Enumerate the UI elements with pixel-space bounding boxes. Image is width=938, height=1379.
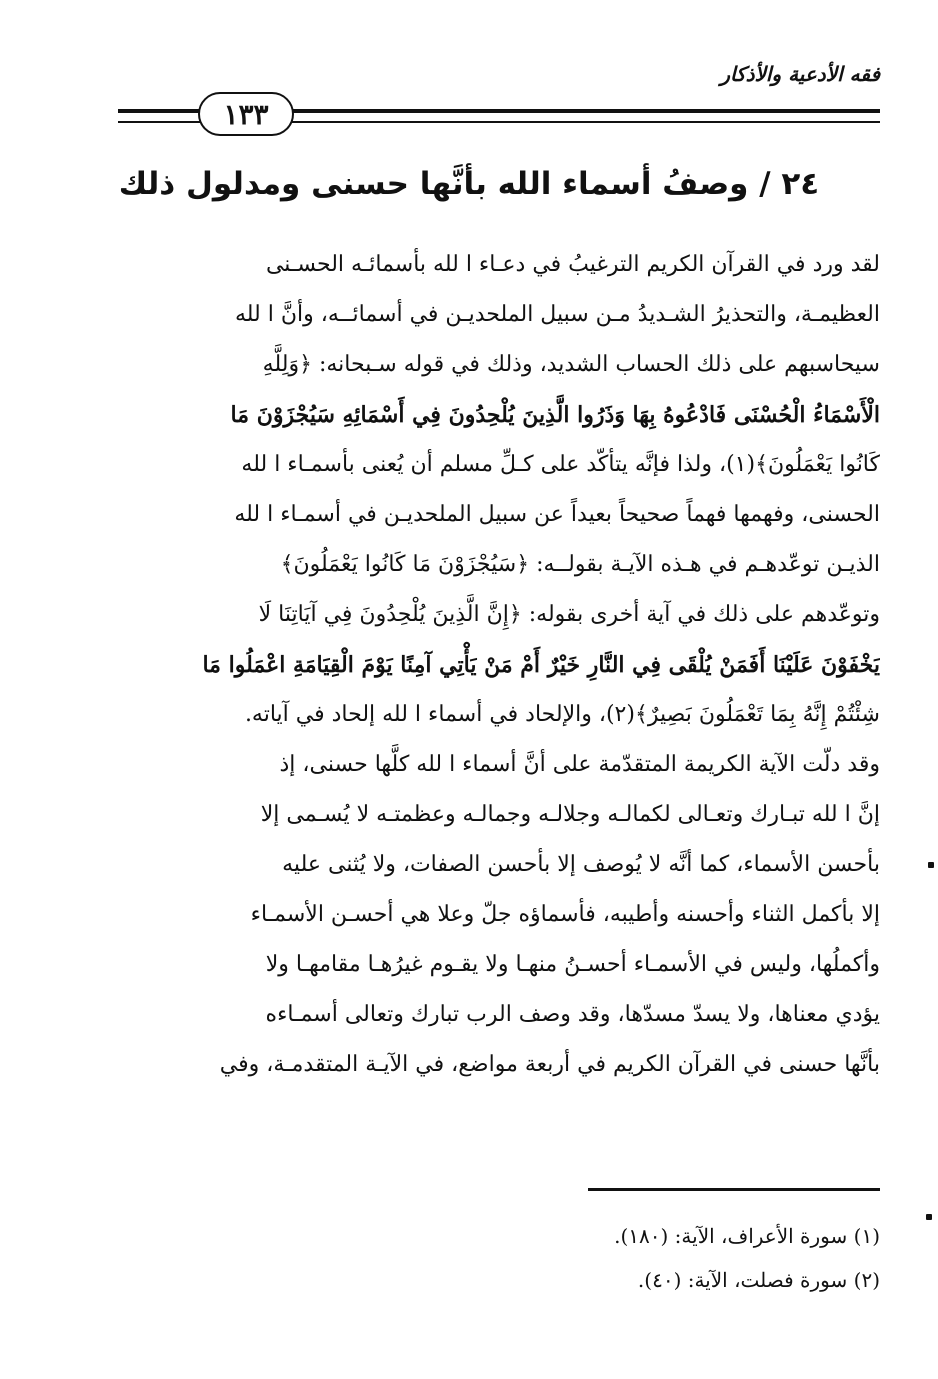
body-line: العظيمـة، والتحذيرُ الشـديدُ مـن سبيل الملحديـن في أسمائــه، وأنَّ ا لله [234,302,880,327]
body-line: وتوعّدهم على ذلك في آية أخرى بقوله: ﴿إِنَّ الَّذِينَ يُلْحِدُونَ فِي آيَاتِنَا لَا [258,602,880,627]
page-number: ١٣٣ [223,97,269,131]
footnote-2: (٢) سورة فصلت، الآية: (٤٠). [637,1268,880,1292]
quran-verse-line: الْأَسْمَاءُ الْحُسْنَى فَادْعُوهُ بِهَا وَذَرُوا الَّذِينَ يُلْحِدُونَ فِي أَسْمَائِهِ سَيُجْزَوْنَ مَا [230,402,880,428]
running-title: فقه الأدعية والأذكار [720,62,880,86]
body-line: لقد ورد في القرآن الكريم الترغيبُ في دعـاء ا لله بأسمائـه الحسـنى [265,252,880,277]
page-number-badge [198,92,294,136]
body-line: إنَّ ا لله تبـارك وتعـالى لكمالـه وجلالـه وجمالـه وعظمتـه لا يُسـمى إلا [260,802,880,827]
quran-verse-line: يَخْفَوْنَ عَلَيْنَا أَفَمَنْ يُلْقَى فِي النَّارِ خَيْرٌ أَمْ مَنْ يَأْتِي آمِنًا يَوْمَ الْقِيَامَةِ اعْمَلُوا مَا [202,652,880,678]
body-line: يؤدي معناها، ولا يسدّ مسدّها، وقد وصف الرب تبارك وتعالى أسمـاءه [265,1002,880,1027]
body-line: بأنَّها حسنى في القرآن الكريم في أربعة مواضع، في الآيـة المتقدمـة، وفي [219,1052,880,1077]
body-line: كَانُوا يَعْمَلُونَ﴾(١)، ولذا فإنَّه يتأكّد على كـلِّ مسلم أن يُعنى بأسمـاء ا لله [241,452,880,477]
footnote-separator [588,1188,880,1191]
footnotes [280,1214,880,1302]
body-line: سيحاسبهم على ذلك الحساب الشديد، وذلك في قوله سـبحانه: ﴿وَلِلَّهِ [262,352,880,377]
footnote-1: (١) سورة الأعراف، الآية: (١٨٠). [614,1224,880,1248]
body-line: شِئْتُمْ إِنَّهُ بِمَا تَعْمَلُونَ بَصِيرٌ﴾(٢)، والإلحاد في أسماء ا لله إلحاد في آياته. [244,702,880,727]
scan-speck [928,862,934,868]
body-line: الحسنى، وفهمها فهماً صحيحاً بعيداً عن سبيل الملحديـن في أسمـاء ا لله [234,502,880,527]
body-line: وقد دلّت الآية الكريمة المتقدّمة على أنَّ أسماء ا لله كلَّها حسنى، إذ [279,752,880,777]
body-line: إلا بأكمل الثناء وأحسنه وأطيبه، فأسماؤه جلّ وعلا هي أحسـن الأسمـاء [250,902,880,927]
body-line: بأحسن الأسماء، كما أنَّه لا يُوصف إلا بأحسن الصفات، ولا يُثنى عليه [282,852,880,877]
body-line: وأكملُها، وليس في الأسمـاء أحسـنُ منهـا ولا يقـوم غيرُهـا مقامهـا ولا [265,952,880,977]
scan-speck [926,1214,932,1220]
body-line: الذيـن توعّدهـم في هـذه الآيـة بقولــه: ﴿سَيُجْزَوْنَ مَا كَانُوا يَعْمَلُونَ﴾ [280,552,880,577]
body-text [118,240,880,1090]
chapter-title: ٢٤ / وصفُ أسماء الله بأنَّها حسنى ومدلول ذلك [118,166,820,202]
